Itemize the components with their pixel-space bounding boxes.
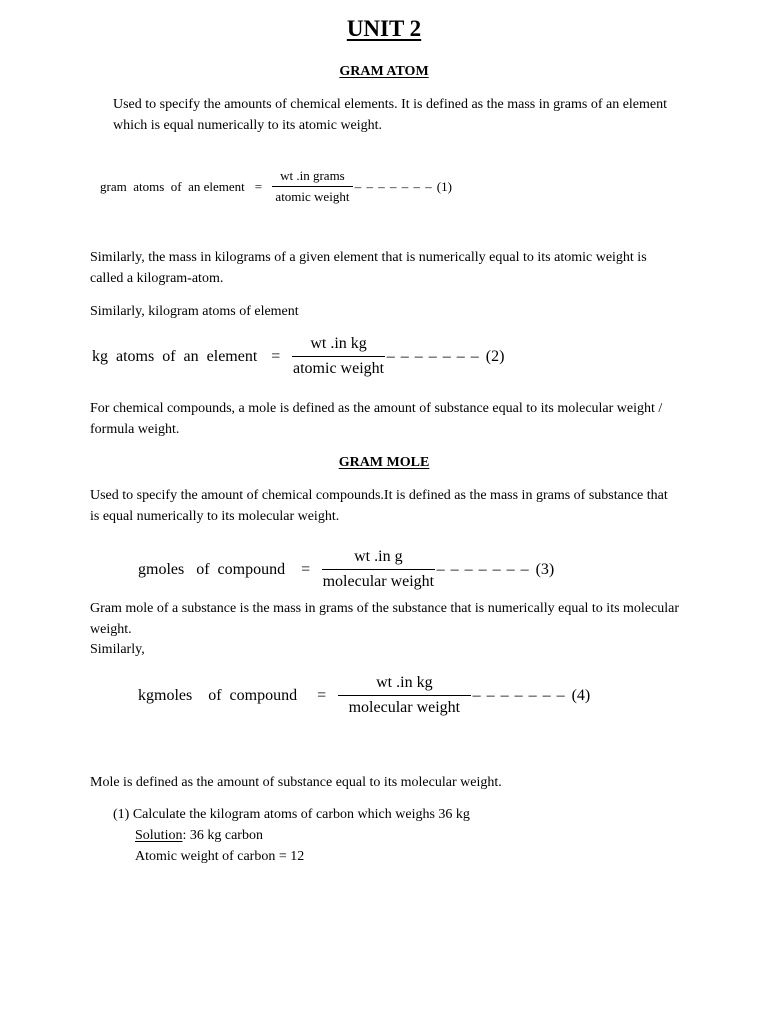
equation-2-fraction: [292, 335, 384, 378]
equation-1-lhs: gram atoms of an element: [100, 178, 245, 194]
equation-1: [100, 168, 452, 205]
equation-4-denominator: molecular weight: [348, 699, 461, 716]
equation-3-denominator: molecular weight: [322, 573, 435, 590]
equation-3-lhs: gmoles of compound: [138, 560, 286, 578]
equation-3-numerator: wt .in g: [322, 548, 434, 570]
section-heading-gram-mole: GRAM MOLE: [338, 455, 430, 470]
similarly-text: Similarly,: [90, 642, 145, 657]
equation-1-fraction: [272, 168, 353, 205]
example-solution: [135, 825, 675, 846]
equation-3-fraction: [322, 548, 434, 591]
equation-4-equals: =: [317, 686, 327, 704]
gram-mole-definition: Gram mole of a substance is the mass in grams of the substance that is numerically equal to its molecular weight.: [90, 601, 680, 637]
equation-4-fraction: [338, 674, 470, 717]
equation-1-equals: =: [254, 178, 263, 194]
equation-2: [92, 335, 504, 378]
equation-2-dashes: – – – – – – –: [386, 347, 480, 365]
equation-2-numerator: wt .in kg: [292, 335, 384, 357]
gram-atom-intro: Used to specify the amounts of chemical elements. It is defined as the mass in grams of an element which is equal numerically to its atomic weight.: [113, 97, 668, 133]
page-title: UNIT 2: [346, 16, 422, 41]
equation-4-dashes: – – – – – – –: [472, 686, 566, 704]
equation-4-numerator: wt .in kg: [338, 674, 470, 696]
example-question-text: Calculate the kilogram atoms of carbon which weighs 36 kg: [132, 807, 470, 822]
equation-1-dashes: – – – – – – –: [354, 178, 433, 194]
equation-2-label: (2): [485, 347, 505, 365]
solution-label: Solution: [135, 828, 183, 843]
equation-4-lhs: kgmoles of compound: [138, 686, 298, 704]
equation-2-denominator: atomic weight: [293, 360, 385, 377]
equation-3-equals: =: [301, 560, 311, 578]
kilogram-atom-intro: Similarly, kilogram atoms of element: [90, 304, 299, 319]
compounds-text: For chemical compounds, a mole is defined as the amount of substance equal to its molecular weight / formula weight.: [90, 401, 663, 437]
equation-3-dashes: – – – – – – –: [436, 560, 530, 578]
equation-3: [138, 548, 554, 591]
solution-text: : 36 kg carbon: [182, 828, 263, 843]
equation-4-label: (4): [571, 686, 591, 704]
equation-1-label: (1): [436, 178, 452, 194]
mole-definition: Mole is defined as the amount of substance equal to its molecular weight.: [90, 775, 502, 790]
atomic-weight-line: Atomic weight of carbon = 12: [135, 849, 305, 864]
equation-2-lhs: kg atoms of an element: [92, 347, 258, 365]
gram-mole-intro: Used to specify the amount of chemical compounds.It is defined as the mass in grams of substance that is equal numerically to its molecular weight.: [90, 488, 668, 524]
equation-4: [138, 674, 590, 717]
equation-1-denominator: atomic weight: [275, 189, 350, 204]
example-question: [113, 804, 673, 825]
section-heading-gram-atom: GRAM ATOM: [339, 64, 429, 79]
kilogram-atom-text: Similarly, the mass in kilograms of a given element that is numerically equal to its atomic weight is called a kilogram-atom.: [90, 250, 647, 286]
example-number: (1): [113, 807, 130, 822]
equation-1-numerator: wt .in grams: [272, 168, 353, 187]
equation-2-equals: =: [271, 347, 281, 365]
equation-3-label: (3): [535, 560, 555, 578]
